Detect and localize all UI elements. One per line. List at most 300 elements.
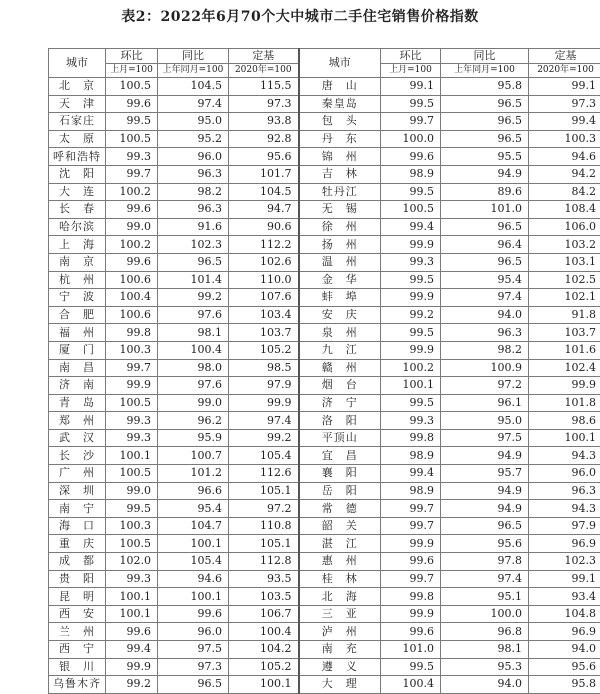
right-yoy-value: 94.0 xyxy=(441,676,529,694)
left-city-name: 大 连 xyxy=(49,183,106,201)
left-city-name: 深 圳 xyxy=(49,482,106,500)
right-yoy-value: 94.9 xyxy=(441,165,529,183)
left-yoy-value: 96.3 xyxy=(158,165,229,183)
left-base-value: 105.4 xyxy=(229,447,299,465)
right-yoy-value: 96.5 xyxy=(441,218,529,236)
left-city-name: 青 岛 xyxy=(49,394,106,412)
right-mom-value: 99.9 xyxy=(381,535,441,553)
right-mom-value: 99.7 xyxy=(381,500,441,518)
left-city-name: 福 州 xyxy=(49,324,106,342)
table-row xyxy=(49,535,600,553)
right-mom-value: 99.2 xyxy=(381,306,441,324)
right-yoy-value: 89.6 xyxy=(441,183,529,201)
left-yoy-value: 95.2 xyxy=(158,130,229,148)
left-city-name: 南 宁 xyxy=(49,500,106,518)
right-base-value: 94.3 xyxy=(529,447,600,465)
right-mom-value: 100.2 xyxy=(381,359,441,377)
right-base-value: 99.1 xyxy=(529,570,600,588)
left-mom-value: 99.6 xyxy=(106,623,158,641)
left-mom-value: 100.5 xyxy=(106,394,158,412)
right-yoy-value: 100.0 xyxy=(441,605,529,623)
left-city-name: 济 南 xyxy=(49,377,106,395)
left-mom-value: 99.0 xyxy=(106,482,158,500)
right-yoy-value: 96.8 xyxy=(441,623,529,641)
right-base-value: 102.3 xyxy=(529,553,600,571)
left-base-value: 90.6 xyxy=(229,218,299,236)
header-base-right: 定基 xyxy=(529,49,600,64)
left-base-value: 112.8 xyxy=(229,553,299,571)
right-yoy-value: 95.4 xyxy=(441,271,529,289)
left-yoy-value: 96.0 xyxy=(158,623,229,641)
right-city-name: 襄 阳 xyxy=(299,465,381,483)
right-base-value: 93.4 xyxy=(529,588,600,606)
left-base-value: 92.8 xyxy=(229,130,299,148)
right-mom-value: 99.3 xyxy=(381,412,441,430)
left-mom-value: 100.5 xyxy=(106,535,158,553)
table-row xyxy=(49,148,600,166)
left-mom-value: 100.5 xyxy=(106,130,158,148)
left-city-name: 合 肥 xyxy=(49,306,106,324)
right-city-name: 常 德 xyxy=(299,500,381,518)
table-row xyxy=(49,113,600,131)
right-city-name: 泸 州 xyxy=(299,623,381,641)
right-yoy-value: 97.4 xyxy=(441,289,529,307)
right-city-name: 温 州 xyxy=(299,253,381,271)
left-base-value: 95.6 xyxy=(229,148,299,166)
right-base-value: 96.3 xyxy=(529,482,600,500)
right-base-value: 103.2 xyxy=(529,236,600,254)
left-mom-value: 99.3 xyxy=(106,412,158,430)
left-base-value: 105.1 xyxy=(229,535,299,553)
right-mom-value: 99.9 xyxy=(381,605,441,623)
left-city-name: 南 昌 xyxy=(49,359,106,377)
subheader-mom-right: 上月=100 xyxy=(381,64,441,78)
left-city-name: 贵 阳 xyxy=(49,570,106,588)
right-city-name: 秦皇岛 xyxy=(299,95,381,113)
right-yoy-value: 94.9 xyxy=(441,482,529,500)
right-base-value: 96.0 xyxy=(529,465,600,483)
header-base-left: 定基 xyxy=(229,49,299,64)
right-city-name: 韶 关 xyxy=(299,517,381,535)
right-mom-value: 99.6 xyxy=(381,148,441,166)
left-yoy-value: 101.2 xyxy=(158,465,229,483)
left-base-value: 97.4 xyxy=(229,412,299,430)
left-base-value: 112.2 xyxy=(229,236,299,254)
right-yoy-value: 97.2 xyxy=(441,377,529,395)
right-city-name: 徐 州 xyxy=(299,218,381,236)
left-base-value: 103.5 xyxy=(229,588,299,606)
left-city-name: 南 京 xyxy=(49,253,106,271)
left-yoy-value: 95.0 xyxy=(158,113,229,131)
table-body xyxy=(49,78,600,694)
left-city-name: 哈尔滨 xyxy=(49,218,106,236)
right-mom-value: 99.4 xyxy=(381,465,441,483)
right-city-name: 泉 州 xyxy=(299,324,381,342)
table-row xyxy=(49,359,600,377)
table-row xyxy=(49,641,600,659)
left-city-name: 成 都 xyxy=(49,553,106,571)
header-mom-right: 环比 xyxy=(381,49,441,64)
right-base-value: 102.5 xyxy=(529,271,600,289)
left-city-name: 武 汉 xyxy=(49,429,106,447)
right-city-name: 岳 阳 xyxy=(299,482,381,500)
right-city-name: 烟 台 xyxy=(299,377,381,395)
left-city-name: 天 津 xyxy=(49,95,106,113)
right-mom-value: 99.9 xyxy=(381,289,441,307)
right-yoy-value: 97.5 xyxy=(441,429,529,447)
table-row xyxy=(49,165,600,183)
left-city-name: 长 春 xyxy=(49,201,106,219)
left-base-value: 97.3 xyxy=(229,95,299,113)
right-yoy-value: 94.9 xyxy=(441,500,529,518)
left-yoy-value: 96.6 xyxy=(158,482,229,500)
right-city-name: 南 充 xyxy=(299,641,381,659)
table-row xyxy=(49,429,600,447)
left-base-value: 93.5 xyxy=(229,570,299,588)
right-mom-value: 99.9 xyxy=(381,341,441,359)
left-mom-value: 102.0 xyxy=(106,553,158,571)
right-mom-value: 99.5 xyxy=(381,183,441,201)
left-city-name: 沈 阳 xyxy=(49,165,106,183)
right-yoy-value: 95.3 xyxy=(441,658,529,676)
left-yoy-value: 94.6 xyxy=(158,570,229,588)
left-city-name: 宁 波 xyxy=(49,289,106,307)
right-yoy-value: 101.0 xyxy=(441,201,529,219)
table-row xyxy=(49,553,600,571)
left-yoy-value: 99.0 xyxy=(158,394,229,412)
table-row xyxy=(49,306,600,324)
left-mom-value: 100.5 xyxy=(106,465,158,483)
table-row xyxy=(49,130,600,148)
right-city-name: 桂 林 xyxy=(299,570,381,588)
subheader-base-right: 2020年=100 xyxy=(529,64,600,78)
left-yoy-value: 100.4 xyxy=(158,341,229,359)
left-base-value: 105.1 xyxy=(229,482,299,500)
right-base-value: 101.8 xyxy=(529,394,600,412)
left-mom-value: 99.9 xyxy=(106,377,158,395)
left-mom-value: 99.6 xyxy=(106,95,158,113)
right-base-value: 95.6 xyxy=(529,658,600,676)
right-yoy-value: 94.0 xyxy=(441,306,529,324)
header-yoy-left: 同比 xyxy=(158,49,229,64)
left-base-value: 94.7 xyxy=(229,201,299,219)
right-yoy-value: 95.6 xyxy=(441,535,529,553)
left-base-value: 98.5 xyxy=(229,359,299,377)
right-city-name: 平顶山 xyxy=(299,429,381,447)
left-yoy-value: 95.9 xyxy=(158,429,229,447)
right-base-value: 98.6 xyxy=(529,412,600,430)
left-city-name: 厦 门 xyxy=(49,341,106,359)
right-mom-value: 98.9 xyxy=(381,447,441,465)
left-yoy-value: 99.6 xyxy=(158,605,229,623)
left-city-name: 郑 州 xyxy=(49,412,106,430)
right-mom-value: 101.0 xyxy=(381,641,441,659)
table-row xyxy=(49,623,600,641)
left-city-name: 重 庆 xyxy=(49,535,106,553)
left-base-value: 103.4 xyxy=(229,306,299,324)
left-city-name: 兰 州 xyxy=(49,623,106,641)
right-mom-value: 99.3 xyxy=(381,253,441,271)
right-mom-value: 98.9 xyxy=(381,165,441,183)
left-mom-value: 99.5 xyxy=(106,113,158,131)
subheader-mom-left: 上月=100 xyxy=(106,64,158,78)
left-base-value: 112.6 xyxy=(229,465,299,483)
right-city-name: 大 理 xyxy=(299,676,381,694)
right-base-value: 103.1 xyxy=(529,253,600,271)
right-mom-value: 100.4 xyxy=(381,676,441,694)
right-mom-value: 99.5 xyxy=(381,95,441,113)
right-yoy-value: 96.4 xyxy=(441,236,529,254)
left-base-value: 97.9 xyxy=(229,377,299,395)
right-base-value: 106.0 xyxy=(529,218,600,236)
left-base-value: 99.9 xyxy=(229,394,299,412)
right-yoy-value: 97.8 xyxy=(441,553,529,571)
left-mom-value: 99.5 xyxy=(106,500,158,518)
right-base-value: 95.8 xyxy=(529,676,600,694)
right-city-name: 吉 林 xyxy=(299,165,381,183)
table-row xyxy=(49,95,600,113)
subheader-yoy-left: 上年同月=100 xyxy=(158,64,229,78)
table-row xyxy=(49,324,600,342)
left-base-value: 102.6 xyxy=(229,253,299,271)
header-yoy-right: 同比 xyxy=(441,49,529,64)
left-yoy-value: 96.5 xyxy=(158,676,229,694)
right-yoy-value: 96.5 xyxy=(441,253,529,271)
table-row xyxy=(49,377,600,395)
left-yoy-value: 95.4 xyxy=(158,500,229,518)
left-mom-value: 100.1 xyxy=(106,605,158,623)
left-yoy-value: 101.4 xyxy=(158,271,229,289)
subheader-yoy-right: 上年同月=100 xyxy=(441,64,529,78)
right-city-name: 金 华 xyxy=(299,271,381,289)
right-yoy-value: 95.5 xyxy=(441,148,529,166)
right-yoy-value: 95.1 xyxy=(441,588,529,606)
left-yoy-value: 104.5 xyxy=(158,78,229,96)
right-base-value: 103.7 xyxy=(529,324,600,342)
right-yoy-value: 96.3 xyxy=(441,324,529,342)
right-base-value: 108.4 xyxy=(529,201,600,219)
right-city-name: 湛 江 xyxy=(299,535,381,553)
table-row xyxy=(49,341,600,359)
price-index-table xyxy=(48,48,600,694)
right-yoy-value: 96.5 xyxy=(441,130,529,148)
right-city-name: 扬 州 xyxy=(299,236,381,254)
right-mom-value: 99.7 xyxy=(381,570,441,588)
right-base-value: 100.1 xyxy=(529,429,600,447)
left-yoy-value: 96.0 xyxy=(158,148,229,166)
table-row xyxy=(49,253,600,271)
left-base-value: 99.2 xyxy=(229,429,299,447)
right-city-name: 赣 州 xyxy=(299,359,381,377)
right-yoy-value: 98.1 xyxy=(441,641,529,659)
subheader-base-left: 2020年=100 xyxy=(229,64,299,78)
left-yoy-value: 96.2 xyxy=(158,412,229,430)
right-base-value: 97.9 xyxy=(529,517,600,535)
left-mom-value: 99.3 xyxy=(106,570,158,588)
table-row xyxy=(49,482,600,500)
right-yoy-value: 96.1 xyxy=(441,394,529,412)
table-row xyxy=(49,412,600,430)
left-city-name: 昆 明 xyxy=(49,588,106,606)
left-base-value: 105.2 xyxy=(229,658,299,676)
right-base-value: 102.1 xyxy=(529,289,600,307)
left-base-value: 107.6 xyxy=(229,289,299,307)
right-city-name: 九 江 xyxy=(299,341,381,359)
left-city-name: 银 川 xyxy=(49,658,106,676)
left-yoy-value: 100.1 xyxy=(158,588,229,606)
header-mom-left: 环比 xyxy=(106,49,158,64)
table-title: 表2：2022年6月70个大中城市二手住宅销售价格指数 xyxy=(0,6,600,26)
right-mom-value: 98.9 xyxy=(381,482,441,500)
right-mom-value: 99.6 xyxy=(381,623,441,641)
left-mom-value: 100.3 xyxy=(106,517,158,535)
left-city-name: 乌鲁木齐 xyxy=(49,676,106,694)
left-city-name: 海 口 xyxy=(49,517,106,535)
left-mom-value: 99.6 xyxy=(106,253,158,271)
table-row xyxy=(49,517,600,535)
right-yoy-value: 95.0 xyxy=(441,412,529,430)
left-base-value: 100.1 xyxy=(229,676,299,694)
left-base-value: 110.8 xyxy=(229,517,299,535)
left-mom-value: 100.6 xyxy=(106,306,158,324)
table-row xyxy=(49,658,600,676)
right-city-name: 牡丹江 xyxy=(299,183,381,201)
left-mom-value: 99.3 xyxy=(106,429,158,447)
left-mom-value: 100.1 xyxy=(106,447,158,465)
right-base-value: 102.4 xyxy=(529,359,600,377)
right-city-name: 三 亚 xyxy=(299,605,381,623)
left-base-value: 104.5 xyxy=(229,183,299,201)
left-yoy-value: 98.1 xyxy=(158,324,229,342)
left-base-value: 115.5 xyxy=(229,78,299,96)
table-row xyxy=(49,289,600,307)
right-mom-value: 99.5 xyxy=(381,658,441,676)
right-city-name: 蚌 埠 xyxy=(299,289,381,307)
table-row xyxy=(49,183,600,201)
right-yoy-value: 95.8 xyxy=(441,78,529,96)
left-base-value: 104.2 xyxy=(229,641,299,659)
right-city-name: 遵 义 xyxy=(299,658,381,676)
right-base-value: 99.1 xyxy=(529,78,600,96)
right-base-value: 91.8 xyxy=(529,306,600,324)
right-mom-value: 99.5 xyxy=(381,394,441,412)
right-city-name: 北 海 xyxy=(299,588,381,606)
right-base-value: 94.2 xyxy=(529,165,600,183)
left-mom-value: 99.9 xyxy=(106,658,158,676)
left-mom-value: 100.1 xyxy=(106,588,158,606)
right-base-value: 84.2 xyxy=(529,183,600,201)
table-row xyxy=(49,465,600,483)
table-row xyxy=(49,588,600,606)
left-mom-value: 99.6 xyxy=(106,201,158,219)
table-row xyxy=(49,271,600,289)
left-base-value: 93.8 xyxy=(229,113,299,131)
left-city-name: 太 原 xyxy=(49,130,106,148)
left-mom-value: 99.0 xyxy=(106,218,158,236)
right-city-name: 无 锡 xyxy=(299,201,381,219)
header-city-left: 城市 xyxy=(49,49,106,78)
right-base-value: 96.9 xyxy=(529,535,600,553)
right-yoy-value: 96.5 xyxy=(441,517,529,535)
right-mom-value: 99.8 xyxy=(381,588,441,606)
left-mom-value: 100.6 xyxy=(106,271,158,289)
right-city-name: 丹 东 xyxy=(299,130,381,148)
left-mom-value: 99.4 xyxy=(106,641,158,659)
right-city-name: 宜 昌 xyxy=(299,447,381,465)
right-city-name: 安 庆 xyxy=(299,306,381,324)
left-yoy-value: 104.7 xyxy=(158,517,229,535)
table-row xyxy=(49,570,600,588)
right-mom-value: 100.5 xyxy=(381,201,441,219)
right-yoy-value: 100.9 xyxy=(441,359,529,377)
left-city-name: 西 安 xyxy=(49,605,106,623)
table-row xyxy=(49,447,600,465)
right-mom-value: 99.5 xyxy=(381,271,441,289)
left-yoy-value: 97.4 xyxy=(158,95,229,113)
right-base-value: 94.6 xyxy=(529,148,600,166)
left-city-name: 长 沙 xyxy=(49,447,106,465)
right-city-name: 惠 州 xyxy=(299,553,381,571)
right-yoy-value: 94.9 xyxy=(441,447,529,465)
left-base-value: 106.7 xyxy=(229,605,299,623)
right-yoy-value: 96.5 xyxy=(441,95,529,113)
left-yoy-value: 100.1 xyxy=(158,535,229,553)
left-yoy-value: 97.6 xyxy=(158,306,229,324)
left-yoy-value: 96.3 xyxy=(158,201,229,219)
right-base-value: 99.4 xyxy=(529,113,600,131)
left-mom-value: 99.3 xyxy=(106,148,158,166)
table-row xyxy=(49,78,600,96)
right-base-value: 97.3 xyxy=(529,95,600,113)
right-base-value: 96.9 xyxy=(529,623,600,641)
left-mom-value: 99.7 xyxy=(106,165,158,183)
right-city-name: 洛 阳 xyxy=(299,412,381,430)
left-city-name: 石家庄 xyxy=(49,113,106,131)
left-yoy-value: 98.0 xyxy=(158,359,229,377)
right-base-value: 99.9 xyxy=(529,377,600,395)
table-row xyxy=(49,218,600,236)
table-row xyxy=(49,394,600,412)
right-base-value: 94.3 xyxy=(529,500,600,518)
right-mom-value: 99.1 xyxy=(381,78,441,96)
right-mom-value: 99.9 xyxy=(381,236,441,254)
left-mom-value: 100.3 xyxy=(106,341,158,359)
left-city-name: 广 州 xyxy=(49,465,106,483)
left-mom-value: 100.4 xyxy=(106,289,158,307)
right-mom-value: 99.8 xyxy=(381,429,441,447)
right-yoy-value: 96.5 xyxy=(441,113,529,131)
right-mom-value: 99.7 xyxy=(381,113,441,131)
left-yoy-value: 102.3 xyxy=(158,236,229,254)
left-yoy-value: 97.3 xyxy=(158,658,229,676)
right-city-name: 济 宁 xyxy=(299,394,381,412)
table-row xyxy=(49,236,600,254)
left-base-value: 100.4 xyxy=(229,623,299,641)
left-mom-value: 99.8 xyxy=(106,324,158,342)
left-base-value: 110.0 xyxy=(229,271,299,289)
header-city-right: 城市 xyxy=(299,49,381,78)
left-yoy-value: 99.2 xyxy=(158,289,229,307)
right-yoy-value: 95.7 xyxy=(441,465,529,483)
right-mom-value: 99.7 xyxy=(381,517,441,535)
left-city-name: 西 宁 xyxy=(49,641,106,659)
left-mom-value: 100.2 xyxy=(106,183,158,201)
right-base-value: 94.0 xyxy=(529,641,600,659)
right-mom-value: 99.6 xyxy=(381,553,441,571)
left-base-value: 97.2 xyxy=(229,500,299,518)
left-yoy-value: 97.6 xyxy=(158,377,229,395)
left-yoy-value: 96.5 xyxy=(158,253,229,271)
